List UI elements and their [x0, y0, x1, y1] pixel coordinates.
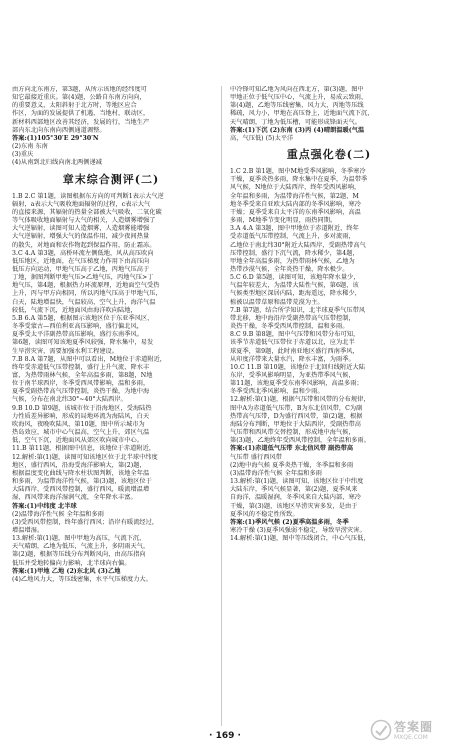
text-line: 12.解析:第(1)题，读图可知该地区位于北半球中纬度 — [12, 453, 158, 461]
text-line: 夏季受太平洋副热带高压影响，盛行东南季风。 — [12, 331, 143, 339]
text-line: 大气逆辐射，读图可知人造烟雾，人造烟雾能增强 — [12, 225, 150, 233]
text-line: 13.解析:第(1)题，读图可知，该地区位于中纬度 — [230, 478, 364, 486]
text-line: 生旱涝灾害，需要加强水利工程建设。 — [12, 347, 119, 355]
text-line: 7.B 第7题，结合所学知识，北半球夏季气压带风 — [230, 306, 366, 314]
text-line: 终年受赤道低气压带控制，盛行上升气流，降水丰 — [12, 363, 150, 371]
text-line: 作区，为面的发展提供了机遇，当地村，联动区， — [12, 110, 150, 118]
text-line: 富，为热带雨林气候，全年高温多雨，第8题，N地 — [12, 372, 153, 379]
text-line: 中冷锋可知乙地为风向在西北方，第(3)题，图中 — [230, 86, 364, 93]
text-line: 全年温和多雨，为温带海洋性气候，第2题，M — [230, 192, 359, 200]
text-line: 从印度洋带来大量水汽，降水丰富，为雨季。 — [230, 355, 355, 363]
text-line: (4)从南到北归线向南北两侧递减 — [12, 159, 103, 167]
text-line: 第(4)题，乙地等压线密集，风力大，丙地等压线 — [230, 102, 364, 110]
text-line: 的散失，对地面和农作物起到保温作用，防止霜冻。 — [12, 241, 156, 249]
text-line: 由方向北东南方，第3题，从所示该地的经纬度可 — [12, 86, 147, 93]
text-line: 气压带和西风带交替控制，形成地中海气候， — [230, 429, 355, 437]
text-line: 受赤道低气压带控制，气流上升，多对流雨， — [230, 233, 355, 241]
text-line: (2)地中海气候 夏季炎热干燥，冬季温和多雨 — [230, 461, 354, 469]
text-line: (3)温带海洋性气候 全年温和多雨 — [230, 469, 323, 477]
right-top-text — [230, 86, 428, 143]
text-line: 等气体吸收地面辐射与大气的相关，人造烟雾增强了 — [12, 217, 156, 225]
text-line: 答案:(1)赤道低气压带 东北信风带 副热带高 — [230, 445, 354, 453]
text-line: 地冬季受来自亚欧大陆内部的冬季风影响，寒冷 — [230, 200, 361, 208]
text-line: 甲地全年高温多雨，为热带雨林气候，乙地为 — [230, 257, 355, 265]
text-line: 和多雨，为温带海洋性气候，第(3)题，该地区位于 — [12, 478, 152, 486]
text-line: 干燥，第(3)题，该地区旱涝灾害多发，是由于 — [230, 502, 358, 510]
text-line: (4)乙地风力大，等压线密集，水平气压梯度力大。 — [12, 575, 152, 583]
right-column — [230, 86, 428, 726]
text-line: 丁地，据图判断甲地气压>乙地气压，丙地气压>丁 — [12, 274, 154, 282]
text-line: 气候类型地区深居内陆，距海遥远，降水稀少， — [230, 290, 361, 298]
text-line: 冬季受蒙古—西伯利亚高压影响，盛行偏北风， — [12, 323, 143, 331]
watermark-logo-icon — [370, 719, 392, 741]
text-line: 大气逆辐射，增强大气的保温作用，减少夜间热量 — [12, 233, 150, 241]
section-heading-chapter-review: 章末综合测评(二) — [62, 172, 160, 186]
text-line: 3.A 4.A 第3题，图中甲地位于赤道附近，终年 — [230, 225, 359, 233]
text-line: 5.C 6.D 第5题，读图可知，该地年降水量少， — [230, 274, 360, 282]
text-line: 夏季受副热带高气压带控制，炎热干燥，为地中海 — [12, 388, 150, 396]
text-line: 大陆东岸，季风气候显著，第(2)题，夏季风来 — [230, 486, 358, 494]
text-line: 12.解析:第(1)题，根据气压带和风带的分布规律， — [230, 396, 370, 404]
page-number: · 169 · — [209, 731, 241, 741]
text-line: 白天，陆地增温快，气温较高，空气上升，海洋气温 — [12, 298, 156, 306]
text-line: 3.C 4.A 第3题，高桥环流左侧低地，风从高压吹向 — [12, 249, 154, 257]
text-line: 天气晴朗，丁地为低压槽，可能形成锋面天气。 — [230, 118, 361, 126]
watermark-text: 答案圈 — [394, 720, 434, 734]
text-line: 低，空气下沉，近地面风从郊区吹向城市中心。 — [12, 437, 143, 445]
text-line: 植被以温带草原和温带荒漠为主。 — [230, 298, 324, 306]
text-line: 1.B 2.C 第1题，读图根据东方向的可判断1表示大气逆 — [12, 192, 164, 200]
text-line: 图中A为赤道低气压带，B为东北信风带，C为副 — [230, 404, 363, 412]
text-line: (3)受西风带控制，终年盛行西风；沿岸有暖流经过， — [12, 518, 159, 526]
text-line: 热带高气压带，D为盛行西风带，第(2)题，根据 — [230, 412, 363, 420]
text-line: 10.C 11.B 第10题，该地位于北回归线附近大陆 — [230, 363, 365, 371]
text-line: 第(3)题，乙地终年受西风带控制，全年温和多雨。 — [230, 437, 370, 445]
text-line: 9.B 10.D 第9题，该城市位于沿海地区，受海陆热 — [12, 404, 152, 412]
text-line: 干燥，夏季炎热多雨，降水集中在夏季，为温带季 — [230, 176, 368, 184]
text-line: 东岸，受季风影响明显，为亚热带季风气候， — [230, 372, 355, 379]
text-line: 辐射，a表示大气吸收地面辐射的过程，c表示大气 — [12, 200, 151, 208]
text-line: 吹海风，夜晚吹陆风，第10题，图中所示城市为 — [12, 420, 145, 428]
left-body-text — [12, 193, 210, 585]
text-line: 寒冷干燥 (3)夏季风强弱不稳定，导致旱涝灾害。 — [230, 526, 366, 534]
text-line: 自海洋，温暖湿润，冬季风来自大陆内部，寒冷 — [230, 494, 361, 502]
text-line: 海陆分布判断，甲地位于大陆西岸，受副热带高 — [230, 420, 361, 428]
text-line: 11.B 第11题，根据图中信息，该地位于赤道附近， — [12, 445, 156, 453]
text-line: 的直接来源，其辐射的热量全部被大气吸收，二氧化碳 — [12, 208, 162, 216]
text-line: 13.解析:第(1)题，图中甲地为高压，气流下沉， — [12, 535, 146, 543]
right-body-text — [230, 168, 428, 543]
text-line: 带北移，地中海沿岸受副热带高气压带控制， — [230, 314, 355, 322]
left-top-text — [12, 86, 210, 168]
text-line: 乙地位于南北纬30°附近大陆西岸，受副热带高气 — [230, 241, 366, 249]
column-divider — [221, 86, 222, 726]
text-line: 根据温度变化曲线与降水柱状图判断，该地全年温 — [12, 469, 150, 477]
text-line: 上升，丙与甲方向相同，所以丙地气压高于甲地气压， — [12, 290, 162, 298]
left-column — [12, 86, 210, 726]
text-line: 地气压，第4题，根据热力环流原理，近地面空气受热 — [12, 282, 160, 290]
text-line: 球夏季，第9题，此时南亚地区盛行西南季风， — [230, 347, 359, 355]
text-line: 低压并受地转偏向力影响，北半球向右偏。 — [12, 559, 131, 567]
text-line: 答案:(1)季风气候 (2)夏季高温多雨，冬季 — [230, 518, 349, 526]
text-line: 位于南半球西岸，冬季受西风带影响，温和多雨， — [12, 380, 150, 388]
text-line: 多雨，M地季节变化明显，雨热同期。 — [230, 217, 337, 225]
text-line: (3)重庆 — [12, 151, 34, 159]
text-line: 8.C 9.B 第8题，图中气压带和风带分布可知， — [230, 331, 360, 339]
text-line: 压带控制，盛行下沉气流，降水稀少，第4题， — [230, 249, 359, 257]
watermark — [370, 716, 444, 746]
text-line: (2)东南 东南 — [12, 143, 48, 151]
text-line: 答案:(1)甲地 乙地 (2)东北风 (3)乙地 — [12, 567, 121, 575]
text-line: 答案:(1)下沉 (2)东南 (3)丙 (4)晴朗温暖(气温 — [230, 126, 365, 134]
text-line: 低压方向运动，甲地气压高于乙地，丙地气压高于 — [12, 265, 150, 273]
text-line: 1.C 2.B 第1题，图中M地受季风影响，冬季寒冷 — [230, 168, 366, 176]
text-line: 第11题，该地夏季受东南季风影响，高温多雨； — [230, 380, 363, 388]
text-line: 高，气压低) (5)太平洋 — [230, 134, 294, 142]
watermark-url: MXQE.COM — [394, 734, 428, 741]
text-line: 气温年较差大，为温带大陆性气候，第6题，该 — [230, 282, 359, 290]
text-line: 大陆西岸，受西风带控制，盛行西风，暖流增温增 — [12, 486, 150, 494]
text-line: 的重要意义，太阳斜射于北方时，等地区应合 — [12, 102, 137, 110]
text-line: 该季节赤道低气压带位于赤道以北，应为北半 — [230, 339, 355, 347]
text-line: 冬季受西北季风影响，温和少雨。 — [230, 388, 324, 396]
text-line: 第6题，读图可知该地夏季风较强，降水集中，易发 — [12, 339, 154, 347]
text-line: 知它最接近重庆。第(4)题，公路自东南方向向， — [12, 94, 146, 102]
text-line: 答案:(1)中纬度 北半球 — [12, 502, 77, 510]
text-line: 较低，气流下沉，近地面风由海洋吹向陆地， — [12, 306, 137, 314]
text-line: 5.B 6.A 第5题，根据图示该地区位于东亚季风区， — [12, 314, 154, 322]
text-line: 气压带 盛行西风带 — [230, 453, 282, 461]
text-line: 热带沙漠气候，全年炎热干燥，降水极少。 — [230, 265, 349, 273]
text-line: 地区，盛行西风，沿海受海洋影响大，第(2)题， — [12, 461, 146, 469]
text-line: 天气晴朗，乙地为低压，气流上升，多阴雨天气， — [12, 543, 150, 551]
text-line: 力性质差异影响，形成的局地环流为海陆风，白天 — [12, 412, 150, 420]
text-line: 热岛效应，城市中心气温高，空气上升，郊区气温 — [12, 429, 150, 437]
text-line: 干燥；夏季受来自太平洋的东南季风影响，高温 — [230, 208, 361, 216]
text-line: 甲地正位于低气压中心，气流上升，易成云致雨， — [230, 94, 368, 102]
text-line: (2)温带海洋性气候 全年温和多雨 — [12, 510, 105, 518]
text-line: 夏季风的不稳定性所致。 — [230, 510, 299, 518]
text-line: 低压地区，近地面，在气压梯度力作用下由高压向 — [12, 257, 150, 265]
text-line: 14.解析:第(1)题，图中等压线闭合，中心气压低， — [230, 535, 370, 543]
text-line: 新材料西部地区改善其经济，发展的行，当地生产 — [12, 118, 150, 126]
text-line: 部内东北向东南向西侧通道调整。 — [12, 126, 106, 134]
section-heading-key-review: 重点强化卷(二) — [286, 148, 372, 162]
text-line: 增温增湿。 — [12, 526, 44, 534]
text-line: 炎热干燥，冬季受西风带控制，温和多雨。 — [230, 323, 349, 331]
text-line: 答案:(1)105°30′E 29°30′N — [12, 134, 99, 142]
text-line: 稀疏，风力小，甲地在高压脊上，近地面气流下沉， — [230, 110, 374, 118]
text-line: 风气候，N地位于大陆西岸，终年受西风影响， — [230, 184, 361, 192]
text-line: 气候，分布在南北纬30°~40°大陆西岸。 — [12, 396, 127, 404]
text-line: 第(2)题，根据等压线分布判断风向，由高压指向 — [12, 551, 146, 559]
text-line: 湿，西风带来海洋湿润气流，全年降水丰富。 — [12, 494, 137, 502]
text-line: 7.B 8.A 第7题，从图中可以看出，M地位于赤道附近， — [12, 355, 167, 363]
